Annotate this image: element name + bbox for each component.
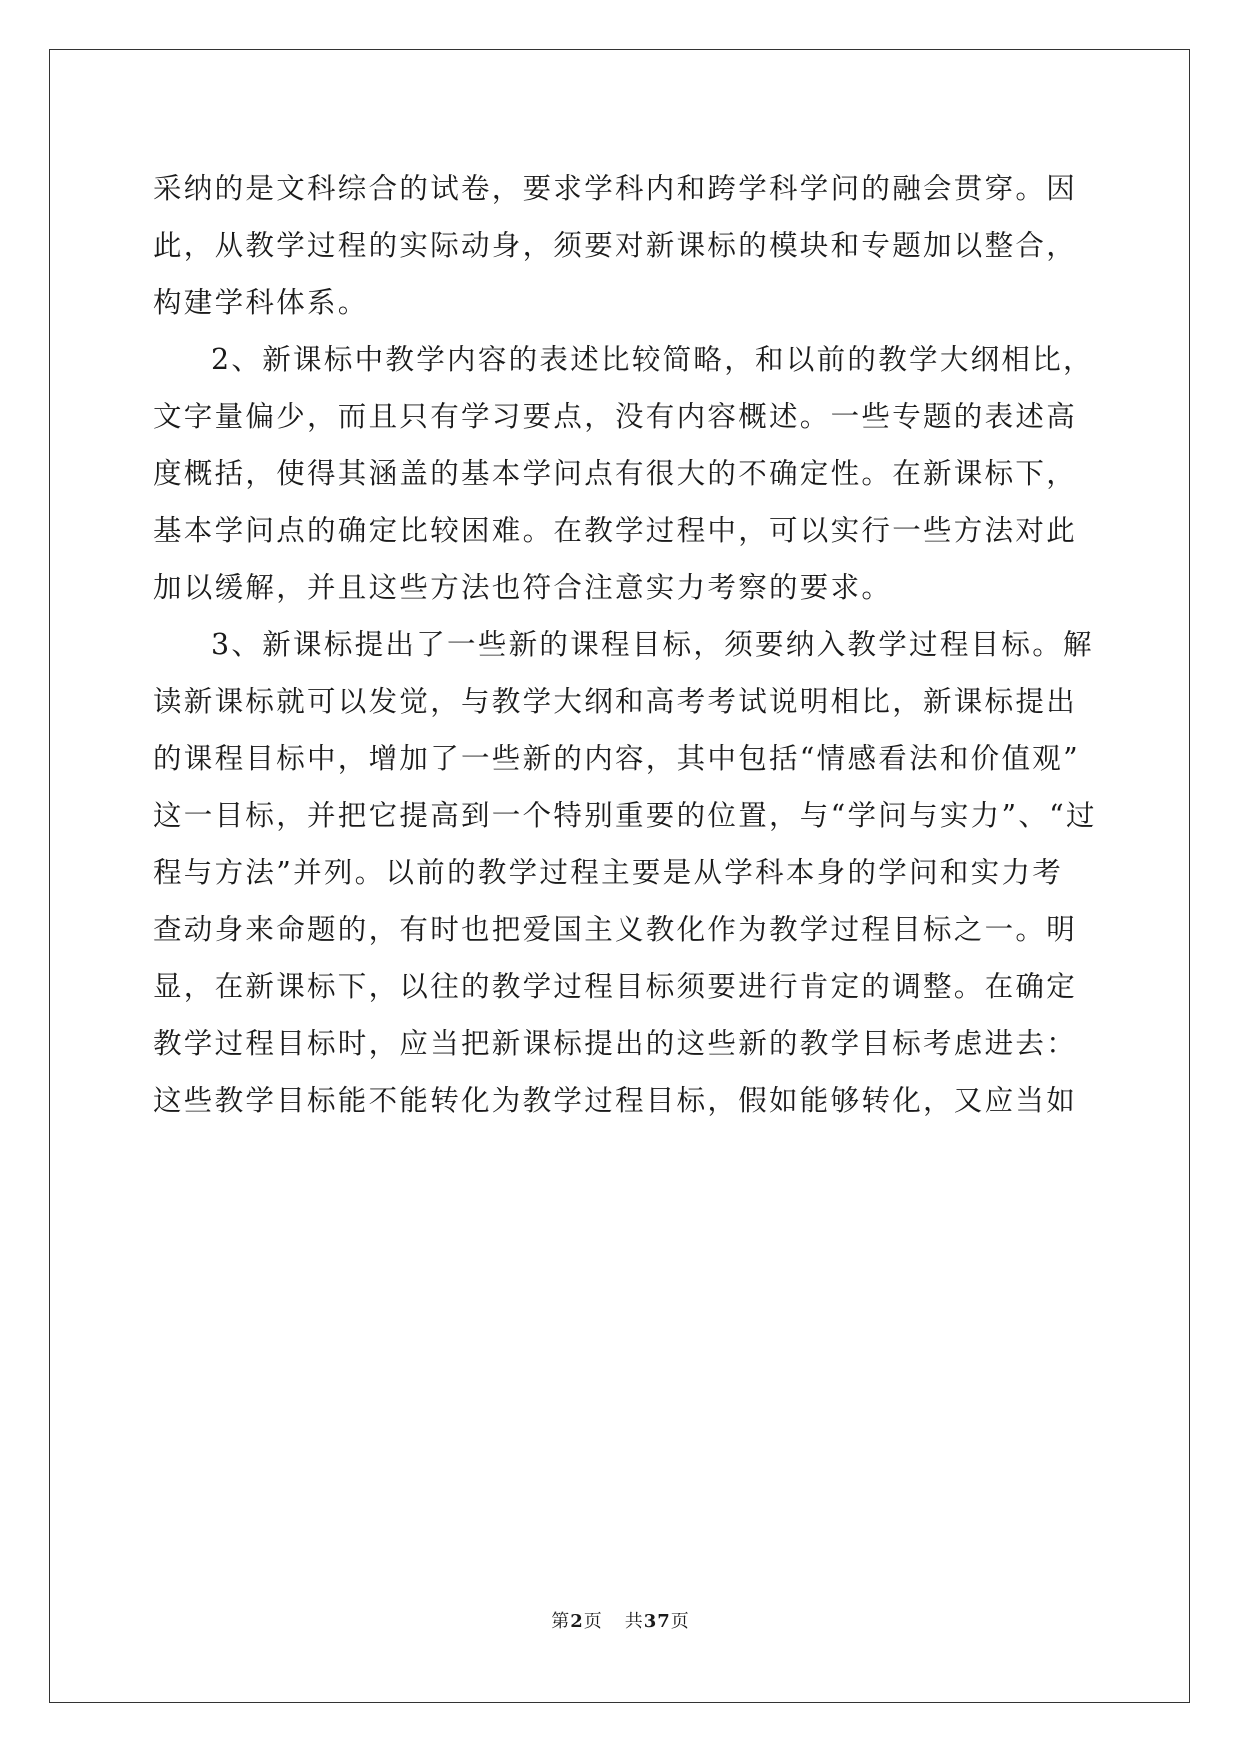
page-label-suffix: 页 (583, 1611, 603, 1632)
text-line: 度概括，使得其涵盖的基本学问点有很大的不确定性。在新课标下， (153, 457, 1078, 490)
text-line: 查动身来命题的，有时也把爱国主义教化作为教学过程目标之一。明 (153, 913, 1078, 946)
text-line: 基本学问点的确定比较困难。在教学过程中，可以实行一些方法对此 (153, 514, 1078, 547)
text-line: 文字量偏少，而且只有学习要点，没有内容概述。一些专题的表述高 (153, 400, 1078, 433)
text-line: 构建学科体系。 (153, 286, 369, 319)
total-label-prefix: 共 (624, 1611, 644, 1632)
current-page-number: 2 (570, 1611, 584, 1632)
page-footer (0, 1607, 1241, 1633)
page-label-prefix: 第 (551, 1611, 571, 1632)
text-line: 这一目标，并把它提高到一个特别重要的位置，与“学问与实力”、“过 (153, 799, 1097, 832)
text-line: 的课程目标中，增加了一些新的内容，其中包括“情感看法和价值观” (153, 742, 1080, 775)
text-line: 教学过程目标时，应当把新课标提出的这些新的教学目标考虑进去： (153, 1027, 1078, 1060)
text-line: 程与方法”并列。以前的教学过程主要是从学科本身的学问和实力考 (153, 856, 1064, 889)
text-line: 显，在新课标下，以往的教学过程目标须要进行肯定的调整。在确定 (153, 970, 1078, 1003)
text-line: 加以缓解，并且这些方法也符合注意实力考察的要求。 (153, 571, 893, 604)
document-body (153, 160, 1097, 1129)
paragraph-3-start: 3、新课标提出了一些新的课程目标，须要纳入教学过程目标。解 (211, 628, 1094, 661)
text-line: 这些教学目标能不能转化为教学过程目标，假如能够转化，又应当如 (153, 1084, 1078, 1117)
paragraph-2-start: 2、新课标中教学内容的表述比较简略，和以前的教学大纲相比， (211, 343, 1094, 376)
text-line: 采纳的是文科综合的试卷，要求学科内和跨学科学问的融会贯穿。因 (153, 172, 1078, 205)
total-page-count: 37 (643, 1611, 671, 1632)
total-label-suffix: 页 (670, 1611, 690, 1632)
text-line: 此，从教学过程的实际动身，须要对新课标的模块和专题加以整合， (153, 229, 1078, 262)
text-line: 读新课标就可以发觉，与教学大纲和高考考试说明相比，新课标提出 (153, 685, 1078, 718)
